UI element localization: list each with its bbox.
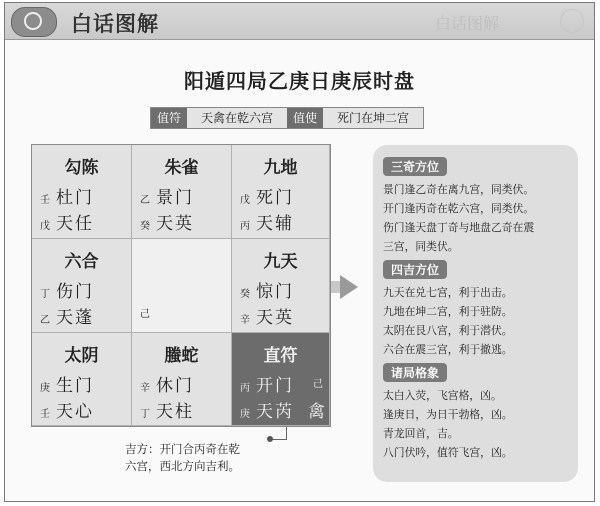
stem: 庚 [240,409,250,420]
panel-line: 九地在坤二宫，利于驻防。 [383,305,513,318]
note-line: 六宫，西北方向吉利。 [125,459,240,473]
door: 杜门 [56,188,94,208]
callout-dot [267,436,273,442]
deity: 九地 [263,158,298,178]
arrow-right-icon [340,275,358,299]
stem: 丁 [40,289,50,300]
palace-sw [32,333,132,426]
panel-line: 景门逢乙奇在离九宫，同类伏。 [383,183,535,196]
palace-se [232,333,330,426]
analysis-panel [373,145,578,482]
center-stem: 己 [140,309,150,320]
zhishi-value: 死门在坤二宫 [323,108,423,128]
door: 惊门 [256,282,294,302]
stem: 丁 [140,409,150,420]
stem: 戊 [240,195,250,206]
note-line: 吉方：开门合丙奇在乾 [125,442,240,456]
deity: 勾陈 [64,158,99,178]
star: 天英 [156,214,194,234]
stem: 壬 [40,409,50,420]
zhishi-label: 值使 [287,108,323,128]
stem: 丙 [240,221,250,232]
section-header [5,3,594,40]
star: 天蓬 [56,308,94,328]
panel-heading: 三奇方位 [383,157,447,176]
stem: 辛 [140,383,150,394]
palace-w [32,239,132,333]
panel-line: 太阴在艮八宫，利于潜伏。 [383,324,513,337]
panel-line: 三宫，同类伏。 [383,240,459,253]
star: 天心 [56,402,94,422]
panel-heading: 诸局格象 [383,363,447,382]
door: 生门 [56,376,94,396]
nine-palace-grid [31,144,331,427]
panel-line: 青龙回首，吉。 [383,427,459,440]
zhifu-zhishi-bar [150,107,424,129]
door: 休门 [156,376,194,396]
deity: 六合 [64,252,99,272]
panel-line: 伤门逢天盘丁奇与地盘乙奇在震 [383,221,535,234]
star-qin: 禽 [308,402,325,422]
stem: 庚 [40,383,50,394]
panel-line: 逢庚日，为日干勃格，凶。 [383,408,513,421]
section-title: 白话图解 [71,12,159,36]
door: 死门 [256,188,294,208]
stem: 丙 [240,383,250,394]
star: 天英 [256,308,294,328]
callout-line [286,427,287,439]
star: 天芮 [256,402,294,422]
palace-n [132,145,232,239]
stem: 癸 [140,221,150,232]
star: 天任 [56,214,94,234]
star: 天辅 [256,214,294,234]
panel-line: 八门伏吟，值符飞宫，凶。 [383,446,513,459]
door: 开门 [256,376,294,396]
chart-title: 阳遁四局乙庚日庚辰时盘 [184,69,415,93]
panel-heading: 四吉方位 [383,260,447,279]
deity: 螣蛇 [164,346,199,366]
deity: 朱雀 [164,158,199,178]
panel-line: 九天在兑七宫，利于出击。 [383,286,513,299]
deity: 九天 [263,252,298,272]
palace-nw [32,145,132,239]
deity: 直符 [263,346,298,366]
panel-line: 开门逢丙奇在乾六宫，同类伏。 [383,202,535,215]
faded-circle-icon [560,9,584,33]
door: 景门 [156,188,194,208]
star: 天柱 [156,402,194,422]
book-logo-icon [11,7,57,37]
zhifu-value: 天禽在乾六宫 [187,108,287,128]
stem: 辛 [240,315,250,326]
panel-line: 六合在震三宫，利于撤逃。 [383,343,513,356]
stem: 癸 [240,289,250,300]
earth-stem: 己 [313,379,323,390]
palace-ne [232,145,330,239]
faded-section-title: 白话图解 [435,14,500,33]
deity: 太阴 [64,346,99,366]
stem: 壬 [40,195,50,206]
stem: 戊 [40,221,50,232]
palace-s [132,333,232,426]
page-frame [4,2,595,502]
palace-center [132,239,232,333]
panel-line: 太白入荧，飞宫格，凶。 [383,389,502,402]
zhifu-label: 值符 [151,108,187,128]
palace-e [232,239,330,333]
stem: 乙 [140,195,150,206]
door: 伤门 [56,282,94,302]
auspicious-note [125,441,240,475]
stem: 乙 [40,315,50,326]
